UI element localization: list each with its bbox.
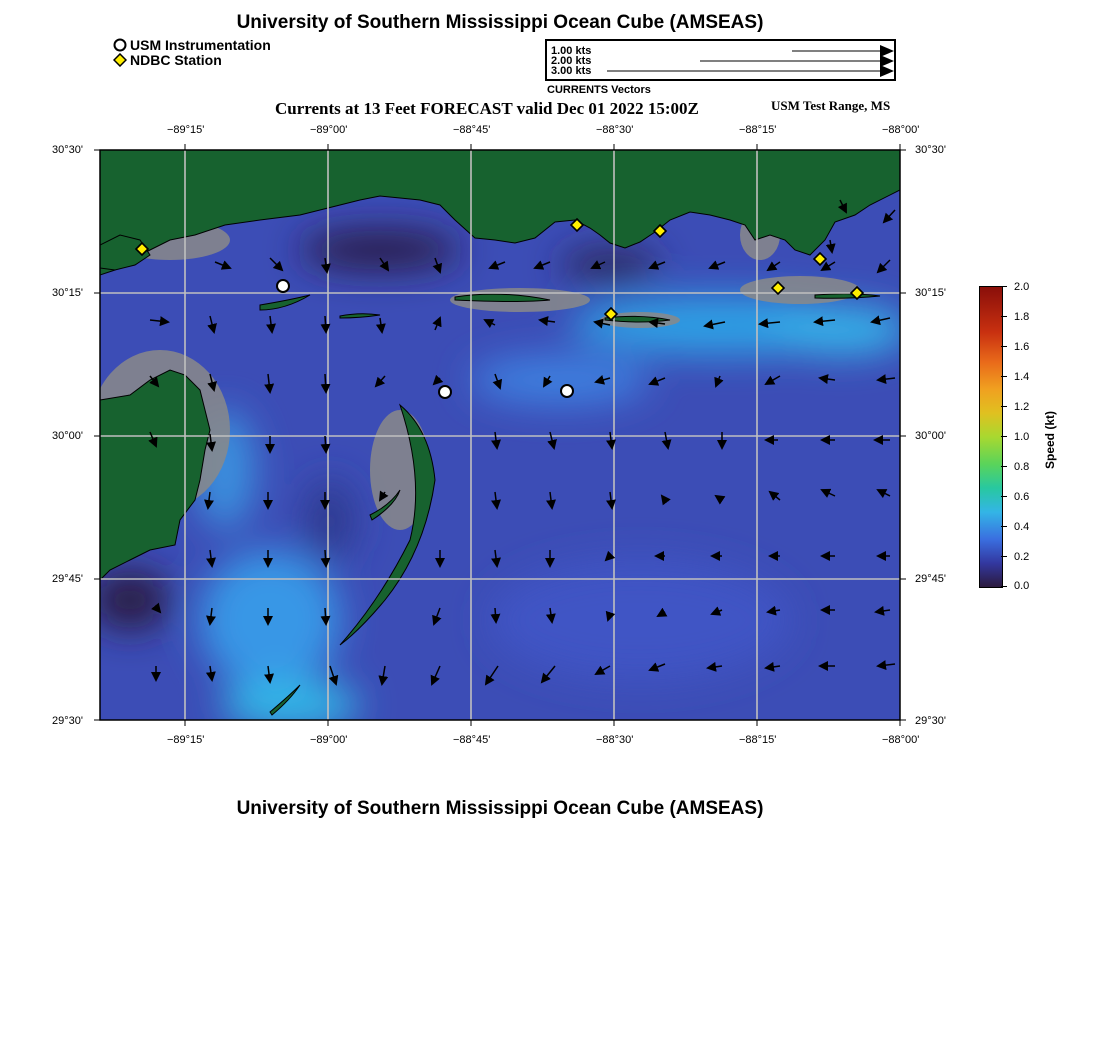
colorbar-label: 0.8 bbox=[1014, 461, 1030, 473]
bottom-tick-label: −89°00' bbox=[310, 734, 348, 746]
top-tick-label: −88°45' bbox=[453, 124, 491, 136]
right-tick-label: 30°15' bbox=[915, 287, 946, 299]
bottom-tick-label: −89°15' bbox=[167, 734, 205, 746]
colorbar-title: Speed (kt) bbox=[1043, 410, 1057, 469]
page-title: University of Southern Mississippi Ocean Cube (AMSEAS) bbox=[236, 12, 764, 33]
left-tick-label: 29°30' bbox=[52, 715, 83, 727]
top-tick-label: −88°00' bbox=[882, 124, 920, 136]
top-tick-label: −89°15' bbox=[167, 124, 205, 136]
colorbar-label: 1.2 bbox=[1014, 401, 1030, 413]
left-tick-label: 29°45' bbox=[52, 573, 83, 585]
colorbar bbox=[979, 286, 1003, 588]
vector-key-caption: CURRENTS Vectors bbox=[547, 84, 651, 96]
legend-ndbc-label: NDBC Station bbox=[130, 52, 222, 68]
colorbar-label: 1.4 bbox=[1014, 371, 1030, 383]
vector-key-row: 3.00 kts bbox=[551, 65, 592, 77]
left-tick-label: 30°00' bbox=[52, 430, 83, 442]
map-canvas bbox=[90, 150, 910, 730]
range-label: USM Test Range, MS bbox=[771, 98, 891, 113]
usm-station-marker bbox=[277, 280, 289, 292]
top-tick-label: −88°15' bbox=[739, 124, 777, 136]
top-tick-label: −89°00' bbox=[310, 124, 348, 136]
right-tick-label: 29°45' bbox=[915, 573, 946, 585]
colorbar-label: 0.4 bbox=[1014, 521, 1030, 533]
legend-usm-label: USM Instrumentation bbox=[130, 37, 271, 53]
bottom-tick-label: −88°15' bbox=[739, 734, 777, 746]
right-tick-label: 29°30' bbox=[915, 715, 946, 727]
bottom-tick-label: −88°45' bbox=[453, 734, 491, 746]
colorbar-ticks bbox=[1001, 286, 1009, 588]
colorbar-label: 1.8 bbox=[1014, 311, 1030, 323]
map-subtitle: Currents at 13 Feet FORECAST valid Dec 01 2022 15:00Z bbox=[275, 99, 699, 118]
bottom-tick-label: −88°30' bbox=[596, 734, 634, 746]
usm-station-marker bbox=[439, 386, 451, 398]
colorbar-label: 1.6 bbox=[1014, 341, 1030, 353]
bottom-tick-label: −88°00' bbox=[882, 734, 920, 746]
right-tick-label: 30°30' bbox=[915, 144, 946, 156]
colorbar-label: 1.0 bbox=[1014, 431, 1030, 443]
left-tick-label: 30°15' bbox=[52, 287, 83, 299]
left-tick-label: 30°30' bbox=[52, 144, 83, 156]
usm-station-marker bbox=[561, 385, 573, 397]
colorbar-label: 0.2 bbox=[1014, 551, 1030, 563]
colorbar-label: 0.6 bbox=[1014, 491, 1030, 503]
top-tick-label: −88°30' bbox=[596, 124, 634, 136]
right-tick-label: 30°00' bbox=[915, 430, 946, 442]
colorbar-label: 0.0 bbox=[1014, 580, 1030, 592]
footer-title: University of Southern Mississippi Ocean Cube (AMSEAS) bbox=[236, 798, 764, 819]
vector-key-row: 2.00 kts bbox=[551, 55, 592, 67]
colorbar-label: 2.0 bbox=[1014, 281, 1030, 293]
vector-key-row: 1.00 kts bbox=[551, 45, 592, 57]
